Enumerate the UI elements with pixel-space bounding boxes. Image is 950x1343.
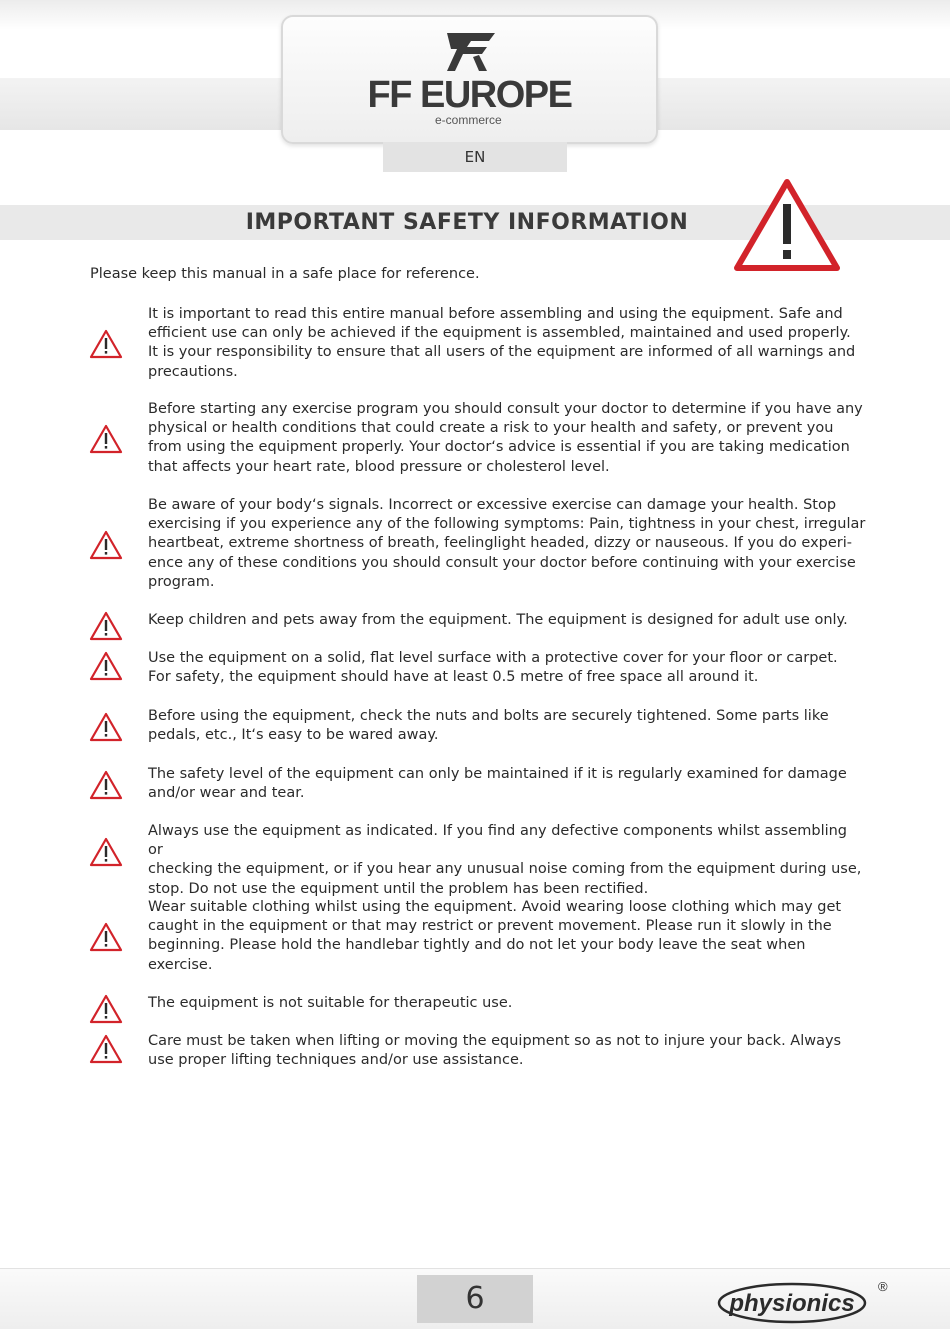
logo-plate — [281, 15, 658, 144]
warning-icon — [89, 837, 123, 867]
page-number: 6 — [417, 1275, 533, 1323]
logo-subtitle: e-commerce — [435, 113, 502, 127]
brand-wordmark: physionics — [729, 1290, 855, 1317]
warning-icon — [89, 922, 123, 952]
logo-wordmark: FF EUROPE — [367, 74, 572, 116]
warning-icon — [89, 994, 123, 1024]
registered-mark: ® — [878, 1279, 888, 1294]
intro-text: Please keep this manual in a safe place for reference. — [90, 266, 480, 282]
large-warning-icon — [731, 176, 843, 276]
safety-item-text: Wear suitable clothing whilst using the equipment. Avoid wearing loose clothing which may get caught in the equipment or that may restrict or prevent movement. Please run it slowly in the beginning. Please hold the handlebar tightly and do not let your body leave the seat when exercise. — [148, 899, 842, 973]
safety-item-text: It is important to read this entire manual before assembling and using the equipment. Safe and efficient use can only be achieved if the equipment is assembled, maintained and used properly. It is your responsibility to ensure that all users of the equipment are informed of all warnings and precautions. — [148, 306, 856, 380]
physionics-logo — [716, 1277, 891, 1327]
warning-icon — [89, 424, 123, 454]
safety-item-text: The equipment is not suitable for therapeutic use. — [148, 995, 513, 1011]
warning-icon — [89, 329, 123, 359]
safety-item-text: Use the equipment on a solid, flat level surface with a protective cover for your floor or carpet. For safety, the equipment should have at least 0.5 metre of free space all around it. — [148, 650, 838, 686]
safety-item-text: The safety level of the equipment can only be maintained if it is regularly examined for damage and/or wear and tear. — [148, 766, 847, 802]
safety-item-text: Always use the equipment as indicated. If you find any defective components whilst assembling or checking the equipment, or if you hear any unusual noise coming from the equipment during use, stop. Do not use the equipment until the problem has been rectified. — [148, 823, 862, 897]
safety-item-text: Care must be taken when lifting or moving the equipment so as not to injure your back. Always use proper lifting techniques and/or use assistance. — [148, 1033, 842, 1069]
safety-item-text: Before using the equipment, check the nuts and bolts are securely tightened. Some parts like pedals, etc., It‘s easy to be wared away. — [148, 708, 829, 744]
safety-item-text: Before starting any exercise program you should consult your doctor to determine if you have any physical or health conditions that could create a risk to your health and safety, or prevent you from using the equipment properly. Your doctor‘s advice is essential if you are taking medication that affects your heart rate, blood pressure or cholesterol level. — [148, 401, 863, 475]
warning-icon — [89, 1034, 123, 1064]
warning-icon — [89, 651, 123, 681]
page-title: IMPORTANT SAFETY INFORMATION — [245, 210, 689, 235]
safety-item-text: Keep children and pets away from the equipment. The equipment is designed for adult use only. — [148, 612, 848, 628]
warning-icon — [89, 530, 123, 560]
ff-europe-logo-icon — [443, 31, 499, 73]
safety-item-text: Be aware of your body‘s signals. Incorrect or excessive exercise can damage your health. Stop exercising if you experience any of the following symptoms: Pain, tightness in your chest, irregular heartbeat, extreme shortness of breath, feelinglight headed, dizzy or nauseous. If you do experi- ence any of these conditions you should consult your doctor before continuing with your exercise program. — [148, 497, 866, 590]
warning-icon — [89, 611, 123, 641]
warning-icon — [89, 712, 123, 742]
language-tab: EN — [383, 142, 567, 172]
warning-icon — [89, 770, 123, 800]
